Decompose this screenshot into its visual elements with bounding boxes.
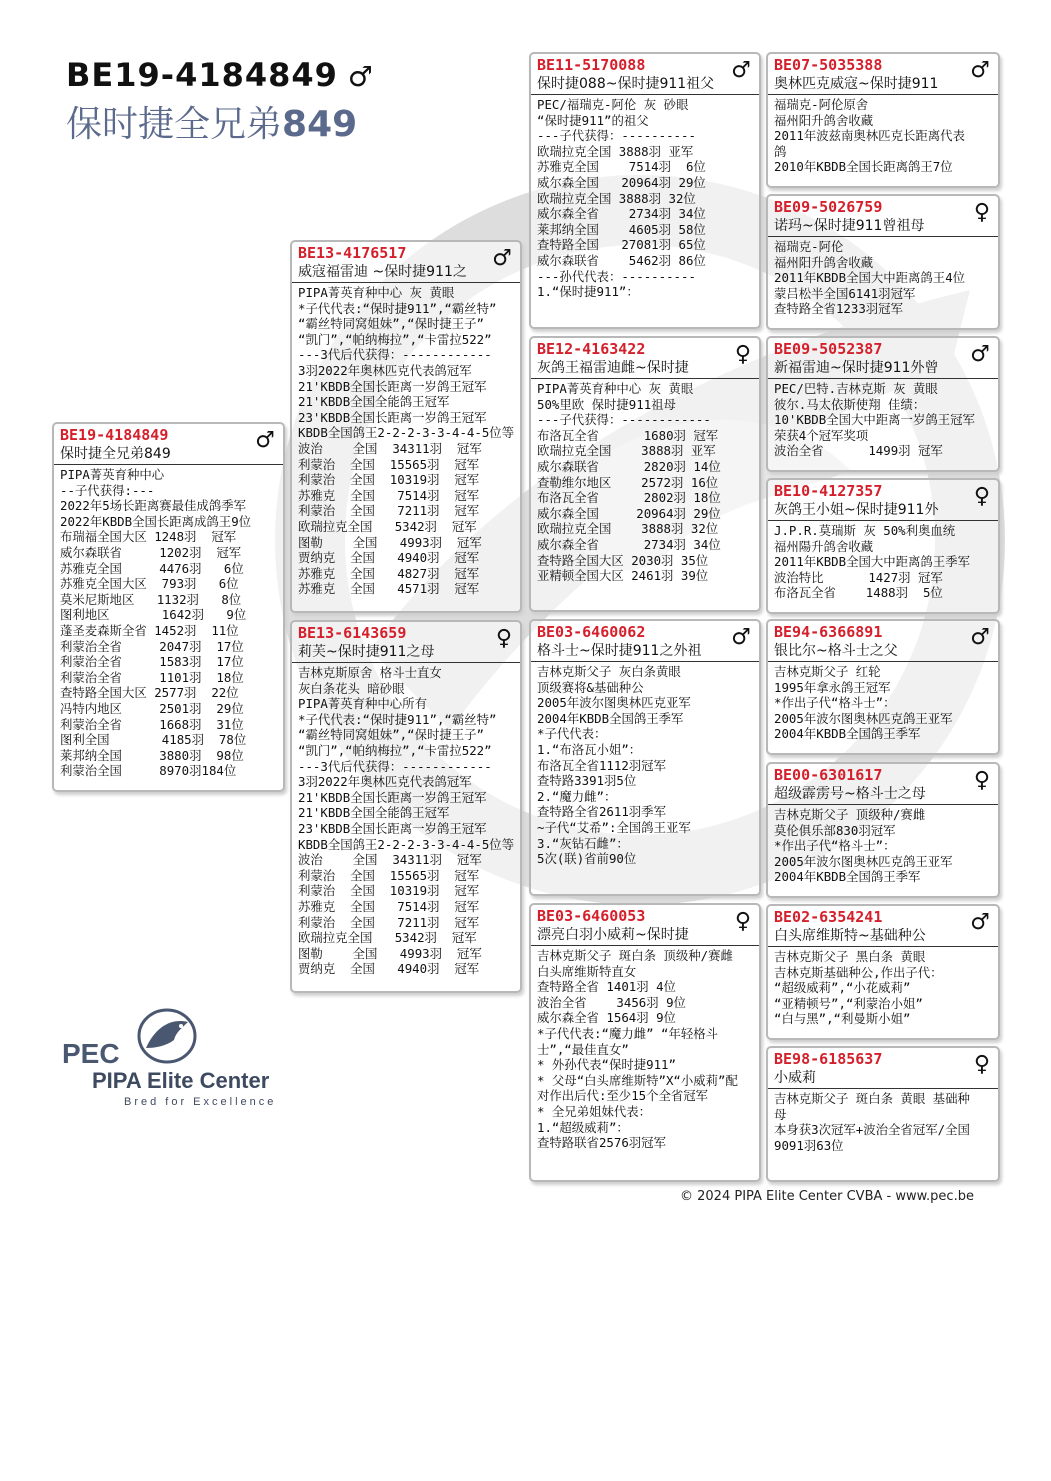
card-detail-line: 利蒙治全省 1101羽 18位 xyxy=(60,669,244,685)
card-detail-line: 威尔森联省 5462羽 86位 xyxy=(537,252,706,268)
pedigree-card-ssd xyxy=(766,194,1000,330)
female-symbol-icon: ♀ xyxy=(495,626,512,651)
card-detail-line: 本身获3次冠军+波治全省冠军/全国 xyxy=(774,1122,970,1138)
card-detail-line: 士”,“最佳直女” xyxy=(537,1041,629,1057)
male-symbol-icon: ♂ xyxy=(970,58,990,83)
card-detail-line: 2004年KBDB全国鸽王季军 xyxy=(774,726,921,742)
pedigree-card-sdd xyxy=(766,478,1000,614)
card-detail-line: 23'KBDB全国长距离一岁鸽王冠军 xyxy=(298,820,487,836)
card-pigeon-name: 白头席维斯特~基础种公 xyxy=(768,926,998,947)
card-detail-line: 2022年5场长距离赛最佳成鸽季军 xyxy=(60,498,246,514)
card-detail-line: 苏雅克 全国 7514羽 冠军 xyxy=(298,487,480,503)
card-pigeon-name: 银比尔~格斗士之父 xyxy=(768,641,998,662)
card-pigeon-name: 超级霹雳号~格斗士之母 xyxy=(768,784,998,805)
card-details xyxy=(768,379,998,461)
card-detail-line: 50%里欧 保时捷911祖母 xyxy=(537,396,676,412)
card-ring-number: BE09-5052387 xyxy=(774,340,883,358)
card-detail-line: 3.“灰钻石雌”： xyxy=(537,835,629,851)
pedigree-card-ss xyxy=(529,52,761,329)
card-details xyxy=(768,95,998,177)
card-detail-line: 21'KBDB全国全能鸽王冠军 xyxy=(298,805,450,821)
card-detail-line: 查特路3391羽5位 xyxy=(537,773,637,789)
card-ring-number: BE13-4176517 xyxy=(298,244,407,262)
card-detail-line: PEC/福瑞克-阿伦 灰 砂眼 xyxy=(537,97,689,112)
card-detail-line: KBDB全国鸽王2-2-2-3-3-4-4-5位等 xyxy=(298,836,515,852)
card-detail-line: 莫伦俱乐部830羽冠军 xyxy=(774,822,896,838)
pigeon-logo-icon xyxy=(136,1008,198,1064)
card-ring-number: BE12-4163422 xyxy=(537,340,646,358)
card-detail-line: 查特路全省2611羽季军 xyxy=(537,804,666,820)
card-detail-line: 布洛瓦全省 1680羽 冠军 xyxy=(537,427,719,443)
card-detail-line: PIPA菁英育种中心 灰 黄眼 xyxy=(298,285,455,300)
pec-logo xyxy=(62,1008,312,1114)
card-detail-line: 威尔森联省 2820羽 14位 xyxy=(537,458,721,474)
card-detail-line: 吉林克斯基础种公,作出子代： xyxy=(774,964,943,980)
card-detail-line: 彼尔.马太依斯使翔 佳绩： xyxy=(774,396,926,412)
card-detail-line: 查特路联省2576羽冠军 xyxy=(537,1135,666,1151)
card-detail-line: 利蒙治 全国 15565羽 冠军 xyxy=(298,867,480,883)
card-detail-line: 威尔森全国 20964羽 29位 xyxy=(537,174,706,190)
card-detail-line: 查特路全国大区 2577羽 22位 xyxy=(60,685,239,701)
card-detail-line: 布洛瓦全省 1488羽 5位 xyxy=(774,585,943,601)
card-detail-line: *作出子代“格斗士”： xyxy=(774,838,896,854)
card-detail-line: 图勒 全国 4993羽 冠军 xyxy=(298,945,482,961)
card-ring-number: BE03-6460062 xyxy=(537,623,646,641)
card-detail-line: ---3代后代获得：------------ xyxy=(298,347,492,363)
card-detail-line: KBDB全国鸽王2-2-2-3-3-4-4-5位等 xyxy=(298,425,515,441)
card-detail-line: 2004年KBDB全国鸽王季军 xyxy=(774,869,921,885)
card-ring-number: BE03-6460053 xyxy=(537,907,646,925)
card-detail-line: 5次(联)省前90位 xyxy=(537,851,637,867)
card-pigeon-name: 灰鸽王小姐~保时捷911外 xyxy=(768,500,998,521)
card-detail-line: 欧瑞拉克全国 3888羽 亚军 xyxy=(537,143,694,159)
card-detail-line: 查特路全国大区 2030羽 35位 xyxy=(537,552,709,568)
card-detail-line: 查勒维尔地区 2572羽 16位 xyxy=(537,474,719,490)
male-symbol-icon: ♂ xyxy=(970,625,990,650)
card-detail-line: 对作出后代:至少15个全省冠军 xyxy=(537,1088,709,1104)
card-detail-line: 蓬圣麦森斯全省 1452羽 11位 xyxy=(60,622,239,638)
card-detail-line: 欧瑞拉克全国 5342羽 冠军 xyxy=(298,930,477,946)
card-pigeon-name: 新福雷迪~保时捷911外曾 xyxy=(768,358,998,379)
card-details xyxy=(768,805,998,887)
card-detail-line: 布洛瓦全省1112羽冠军 xyxy=(537,757,666,773)
title-ring: BE19-4184849 xyxy=(66,56,338,94)
card-detail-line: 母 xyxy=(774,1106,787,1122)
card-detail-line: ---子代获得：------------ xyxy=(537,412,711,428)
card-detail-line: 21'KBDB全国长距离一岁鸽王冠军 xyxy=(298,378,487,394)
card-detail-line: * 全兄弟姐妹代表： xyxy=(537,1103,652,1119)
card-detail-line: ~子代“艾希”:全国鸽王亚军 xyxy=(537,819,691,835)
subtitle-prefix: 保时捷全兄弟 xyxy=(66,104,283,145)
card-detail-line: *子代代表:“保时捷911”,“霸丝特” xyxy=(298,711,497,727)
card-detail-line: 1.“超级威莉”： xyxy=(537,1119,629,1135)
card-detail-line: 苏雅克 全国 4571羽 冠军 xyxy=(298,581,480,597)
card-detail-line: * 父母“白头席维斯特”X“小威莉”配 xyxy=(537,1072,738,1088)
card-detail-line: 苏雅克 全国 4827羽 冠军 xyxy=(298,565,480,581)
card-detail-line: “凯门”,“帕纳梅拉”,“卡雷拉522” xyxy=(298,742,492,758)
card-pigeon-name: 格斗士~保时捷911之外祖 xyxy=(531,641,759,662)
card-detail-line: PEC/巴特.吉林克斯 灰 黄眼 xyxy=(774,381,938,396)
card-detail-line: 1.“保时捷911”： xyxy=(537,284,639,300)
card-ring-number: BE10-4127357 xyxy=(774,482,883,500)
card-details xyxy=(531,95,759,302)
card-detail-line: 波治全省 3456羽 9位 xyxy=(537,994,686,1010)
card-detail-line: PIPA菁英育种中心 灰 黄眼 xyxy=(537,381,694,396)
card-detail-line: 3羽2022年奥林匹克代表鸽冠军 xyxy=(298,362,472,378)
card-pigeon-name: 莉芙~保时捷911之母 xyxy=(292,642,520,663)
card-detail-line: ---孙代代表：---------- xyxy=(537,268,696,284)
card-detail-line: 利蒙治全省 1583羽 17位 xyxy=(60,654,244,670)
card-detail-line: PIPA菁英育种中心所有 xyxy=(298,696,427,712)
card-ring-number: BE94-6366891 xyxy=(774,623,883,641)
card-detail-line: --子代获得:--- xyxy=(60,482,155,498)
card-detail-line: 1995年拿永鸽王冠军 xyxy=(774,679,891,695)
card-detail-line: 福瑞克-阿伦原舍 xyxy=(774,97,869,112)
card-detail-line: 亚精顿全国大区 2461羽 39位 xyxy=(537,568,709,584)
card-detail-line: 欧瑞拉克全国 3888羽 32位 xyxy=(537,521,719,537)
card-detail-line: 吉林克斯原舍 格斗士直女 xyxy=(298,665,442,680)
pedigree-card-ds xyxy=(529,619,761,896)
card-detail-line: 2011年KBDB全国大中距离鸽王季军 xyxy=(774,554,970,570)
card-detail-line: 波治特比 1427羽 冠军 xyxy=(774,569,943,585)
card-detail-line: “霸丝特同窝姐妹”,“保时捷王子” xyxy=(298,727,484,743)
female-symbol-icon: ♀ xyxy=(734,909,751,934)
female-symbol-icon: ♀ xyxy=(973,768,990,793)
card-detail-line: 冯特内地区 2501羽 29位 xyxy=(60,700,244,716)
card-detail-line: 图利全国 4185羽 78位 xyxy=(60,732,247,748)
card-detail-line: 威尔森全省 2734羽 34位 xyxy=(537,206,706,222)
card-detail-line: 吉林克斯父子 黑白条 黄眼 xyxy=(774,949,926,964)
card-ring-number: BE09-5026759 xyxy=(774,198,883,216)
card-detail-line: 2005年波尔图奥林匹克鸽王亚军 xyxy=(774,710,953,726)
page-title xyxy=(66,56,374,94)
card-detail-line: 苏雅克全国 4476羽 6位 xyxy=(60,560,244,576)
male-symbol-icon: ♂ xyxy=(347,60,375,93)
card-ring-number: BE13-6143659 xyxy=(298,624,407,642)
card-detail-line: 利蒙治全省 2047羽 17位 xyxy=(60,638,244,654)
card-detail-line: 利蒙治 全国 7211羽 冠军 xyxy=(298,503,480,519)
card-detail-line: 2011年波兹南奥林匹克长距离代表 xyxy=(774,128,965,144)
card-details xyxy=(768,662,998,744)
card-detail-line: 2005年波尔图奥林匹克鸽王亚军 xyxy=(774,853,953,869)
pedigree-card-sd xyxy=(529,336,761,612)
card-details xyxy=(292,663,520,979)
card-detail-line: 灰白条花头 暗砂眼 xyxy=(298,680,405,696)
card-ring-number: BE07-5035388 xyxy=(774,56,883,74)
card-detail-line: 顶级赛将&基础种公 xyxy=(537,679,644,695)
card-detail-line: 吉林克斯父子 红轮 xyxy=(774,664,881,679)
female-symbol-icon: ♀ xyxy=(734,342,751,367)
card-detail-line: 贾纳克 全国 4940羽 冠军 xyxy=(298,550,480,566)
card-detail-line: 荣获4个冠军奖项 xyxy=(774,427,869,443)
card-detail-line: 利蒙治全国 8970羽184位 xyxy=(60,763,237,779)
logo-name: PIPA Elite Center xyxy=(92,1068,270,1093)
card-detail-line: 10'KBDB全国大中距离一岁鸽王冠军 xyxy=(774,412,975,428)
card-details xyxy=(768,1089,998,1155)
card-detail-line: 苏雅克全国大区 793羽 6位 xyxy=(60,576,239,592)
card-detail-line: 波治全省 1499羽 冠军 xyxy=(774,443,943,459)
subtitle-number: 849 xyxy=(282,104,358,145)
card-detail-line: 威尔森联省 1202羽 冠军 xyxy=(60,544,242,560)
card-detail-line: 21'KBDB全国全能鸽王冠军 xyxy=(298,394,450,410)
card-detail-line: 利蒙治 全国 10319羽 冠军 xyxy=(298,472,480,488)
male-symbol-icon: ♂ xyxy=(492,246,512,271)
card-detail-line: 吉林克斯父子 斑白条 顶级种/赛雌 xyxy=(537,948,733,963)
card-detail-line: 3羽2022年奥林匹克代表鸽冠军 xyxy=(298,774,472,790)
card-pigeon-name: 保时捷088~保时捷911祖父 xyxy=(531,74,759,95)
card-detail-line: 查特路全省1233羽冠军 xyxy=(774,301,903,317)
card-detail-line: 蒙吕松半全国6141羽冠军 xyxy=(774,285,916,301)
card-detail-line: “白与黑”,“利曼斯小姐” xyxy=(774,1011,911,1027)
card-detail-line: 2005年波尔图奥林匹克亚军 xyxy=(537,695,691,711)
card-detail-line: 23'KBDB全国长距离一岁鸽王冠军 xyxy=(298,409,487,425)
card-ring-number: BE00-6301617 xyxy=(774,766,883,784)
pedigree-card-ddd xyxy=(766,1046,1000,1182)
card-detail-line: “凯门”,“帕纳梅拉”,“卡雷拉522” xyxy=(298,331,492,347)
card-detail-line: PIPA菁英育种中心 xyxy=(60,467,165,482)
card-detail-line: 吉林克斯父子 顶级种/赛雌 xyxy=(774,807,926,822)
card-detail-line: ---子代获得：---------- xyxy=(537,128,696,144)
card-detail-line: 利蒙治 全国 7211羽 冠军 xyxy=(298,914,480,930)
pedigree-card-dds xyxy=(766,904,1000,1040)
card-detail-line: 威尔森全国 20964羽 29位 xyxy=(537,505,721,521)
card-detail-line: “保时捷911”的祖父 xyxy=(537,112,649,128)
male-symbol-icon: ♂ xyxy=(731,625,751,650)
pedigree-card-dam xyxy=(290,620,522,993)
male-symbol-icon: ♂ xyxy=(731,58,751,83)
card-pigeon-name: 漂亮白羽小威莉~保时捷 xyxy=(531,925,759,946)
card-detail-line: 贾纳克 全国 4940羽 冠军 xyxy=(298,961,480,977)
card-detail-line: 莱邦纳全国 4605羽 58位 xyxy=(537,221,706,237)
card-detail-line: 布瑞福全国大区 1248羽 冠军 xyxy=(60,529,237,545)
card-detail-line: 福州阳升鸽舍收藏 xyxy=(774,112,874,128)
female-symbol-icon: ♀ xyxy=(973,484,990,509)
card-details xyxy=(531,662,759,869)
card-detail-line: 利蒙治 全国 15565羽 冠军 xyxy=(298,456,480,472)
card-detail-line: 欧瑞拉克全国 5342羽 冠军 xyxy=(298,518,477,534)
card-pigeon-name: 灰鸽王福雷迪雌~保时捷 xyxy=(531,358,759,379)
card-detail-line: J.P.R.莫瑞斯 灰 50%利奥血统 xyxy=(774,523,956,538)
card-details xyxy=(768,521,998,603)
card-pigeon-name: 威寇福雷迪 ~保时捷911之 xyxy=(292,262,520,283)
pedigree-card-dss xyxy=(766,619,1000,755)
card-detail-line: 鸽 xyxy=(774,143,787,159)
card-detail-line: *子代代表:“魔力雌” “年轻格斗 xyxy=(537,1025,719,1041)
card-detail-line: 福州陽升鸽舍收藏 xyxy=(774,538,874,554)
card-detail-line: 利蒙治全省 1668羽 31位 xyxy=(60,716,244,732)
female-symbol-icon: ♀ xyxy=(973,1052,990,1077)
card-detail-line: 利蒙治 全国 10319羽 冠军 xyxy=(298,883,480,899)
card-detail-line: 9091羽63位 xyxy=(774,1137,844,1153)
pedigree-card-dsd xyxy=(766,762,1000,898)
card-detail-line: 2004年KBDB全国鸽王季军 xyxy=(537,710,684,726)
logo-tagline: Bred for Excellence xyxy=(124,1096,277,1108)
card-detail-line: 威尔森全省 1564羽 9位 xyxy=(537,1010,676,1026)
card-detail-line: 波治 全国 34311羽 冠军 xyxy=(298,852,482,868)
male-symbol-icon: ♂ xyxy=(255,428,275,453)
card-detail-line: 2010年KBDB全国长距离鸽王7位 xyxy=(774,159,953,175)
card-details xyxy=(531,379,759,586)
pedigree-card-subject xyxy=(52,422,285,792)
card-detail-line: * 外孙代表“保时捷911” xyxy=(537,1057,676,1073)
card-ring-number: BE11-5170088 xyxy=(537,56,646,74)
card-detail-line: ---3代后代获得：------------ xyxy=(298,758,492,774)
card-detail-line: 吉林克斯父子 灰白条黄眼 xyxy=(537,664,681,679)
pedigree-card-dd xyxy=(529,903,761,1182)
card-detail-line: 查特路全国 27081羽 65位 xyxy=(537,237,706,253)
card-detail-line: 2022年KBDB全国长距离成鸽王9位 xyxy=(60,513,252,529)
card-detail-line: 莱邦纳全国 3880羽 98位 xyxy=(60,747,244,763)
card-detail-line: “超级威莉”,“小花威莉” xyxy=(774,980,911,996)
card-details xyxy=(292,283,520,599)
card-detail-line: 2011年KBDB全国大中距离鸽王4位 xyxy=(774,270,966,286)
male-symbol-icon: ♂ xyxy=(970,342,990,367)
card-detail-line: 苏雅克全国 7514羽 6位 xyxy=(537,159,706,175)
card-pigeon-name: 小威莉 xyxy=(768,1068,998,1089)
card-ring-number: BE02-6354241 xyxy=(774,908,883,926)
card-detail-line: *作出子代“格斗士”： xyxy=(774,695,896,711)
card-detail-line: 福瑞克-阿伦 xyxy=(774,239,844,254)
card-detail-line: 图利地区 1642羽 9位 xyxy=(60,607,247,623)
logo-brand: PEC xyxy=(62,1038,120,1069)
card-detail-line: 欧瑞拉克全国 3888羽 32位 xyxy=(537,190,696,206)
card-details xyxy=(768,237,998,319)
card-detail-line: *子代代表:“保时捷911”,“霸丝特” xyxy=(298,300,497,316)
card-detail-line: *子代代表： xyxy=(537,726,607,742)
card-detail-line: 苏雅克 全国 7514羽 冠军 xyxy=(298,898,480,914)
card-detail-line: 威尔森全省 2734羽 34位 xyxy=(537,536,721,552)
card-ring-number: BE98-6185637 xyxy=(774,1050,883,1068)
card-detail-line: 莫米尼斯地区 1132羽 8位 xyxy=(60,591,242,607)
card-detail-line: 波治 全国 34311羽 冠军 xyxy=(298,440,482,456)
card-detail-line: 福州阳升鸽舍收藏 xyxy=(774,254,874,270)
card-details xyxy=(531,946,759,1153)
card-detail-line: 布洛瓦全省 2802羽 18位 xyxy=(537,490,721,506)
male-symbol-icon: ♂ xyxy=(970,910,990,935)
card-details xyxy=(768,947,998,1029)
page-subtitle xyxy=(66,96,357,147)
card-detail-line: 1.“布洛瓦小姐”： xyxy=(537,741,642,757)
card-detail-line: 欧瑞拉克全国 3888羽 亚军 xyxy=(537,443,716,459)
card-detail-line: “霸丝特同窝姐妹”,“保时捷王子” xyxy=(298,316,484,332)
card-detail-line: 白头席维斯特直女 xyxy=(537,963,637,979)
card-pigeon-name: 保时捷全兄弟849 xyxy=(54,444,283,465)
pedigree-card-sss xyxy=(766,52,1000,188)
card-pigeon-name: 奥林匹克威寇~保时捷911 xyxy=(768,74,998,95)
female-symbol-icon: ♀ xyxy=(973,200,990,225)
card-detail-line: “亚精顿号”,“利蒙治小姐” xyxy=(774,995,923,1011)
card-detail-line: 2.“魔力雌”： xyxy=(537,788,617,804)
card-detail-line: 查特路全省 1401羽 4位 xyxy=(537,979,676,995)
card-details xyxy=(54,465,283,781)
copyright-text: © 2024 PIPA Elite Center CVBA - www.pec.be xyxy=(680,1189,974,1204)
card-detail-line: 吉林克斯父子 斑白条 黄眼 基础种 xyxy=(774,1091,970,1106)
card-detail-line: 图勒 全国 4993羽 冠军 xyxy=(298,534,482,550)
card-detail-line: 21'KBDB全国长距离一岁鸽王冠军 xyxy=(298,789,487,805)
card-ring-number: BE19-4184849 xyxy=(60,426,169,444)
card-pigeon-name: 诺玛~保时捷911曾祖母 xyxy=(768,216,998,237)
pedigree-card-sds xyxy=(766,336,1000,472)
pedigree-card-sire xyxy=(290,240,522,613)
